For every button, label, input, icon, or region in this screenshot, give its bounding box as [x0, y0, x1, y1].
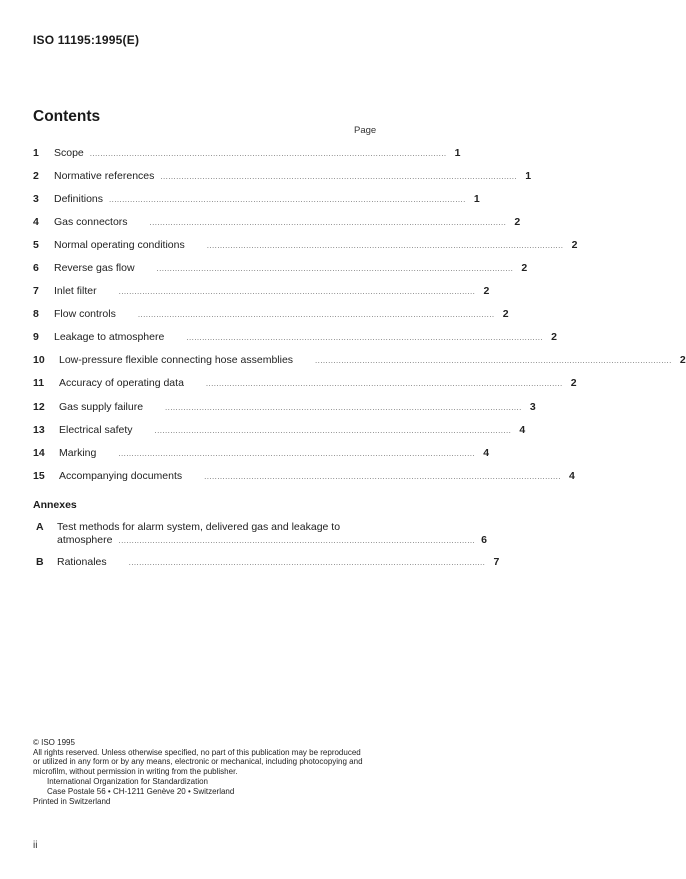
rights-text: All rights reserved. Unless otherwise specified, no part of this publication may be reproduced: [33, 747, 361, 757]
toc-entry[interactable]: [33, 424, 526, 440]
toc-leader: ........................................................................................................................................: [154, 426, 512, 435]
toc-title: Leakage to atmosphere: [54, 331, 165, 343]
toc-page: 2: [570, 377, 577, 389]
annexes-heading: Annexes: [33, 499, 77, 511]
toc-page: 2: [521, 262, 528, 274]
toc-entry[interactable]: [33, 193, 480, 209]
rights-text: or utilized in any form or by any means, electronic or mechanical, including photocopying and: [33, 757, 363, 767]
page-column-header: Page: [354, 125, 377, 136]
toc-page: 2: [483, 285, 490, 297]
org-address: Case Postale 56 • CH-1211 Genève 20 • Switzerland: [47, 786, 235, 796]
toc-entry[interactable]: [33, 239, 578, 255]
toc-entry[interactable]: [33, 354, 686, 370]
annex-entry-b[interactable]: [36, 556, 500, 572]
toc-entry[interactable]: [33, 331, 558, 347]
toc-page: 4: [519, 424, 526, 436]
rights-text: microfilm, without permission in writing from the publisher.: [33, 766, 238, 776]
annex-page: 6: [481, 534, 487, 546]
toc-leader: ........................................................................................................................................: [137, 310, 495, 319]
contents-heading: Contents: [33, 108, 101, 125]
toc-number: 10: [33, 354, 45, 366]
toc-leader: ........................................................................................................................................: [160, 172, 518, 181]
toc-entry[interactable]: [33, 401, 536, 417]
toc-title: Low-pressure flexible connecting hose assemblies: [59, 354, 294, 366]
toc-number: 9: [33, 331, 39, 343]
annex-leader: ........................................................................................................................................: [128, 558, 486, 567]
toc-leader: ........................................................................................................................................: [89, 149, 447, 158]
toc-number: 5: [33, 239, 39, 251]
annex-leader: ........................................................................................................................................: [118, 536, 476, 545]
printed-in: Printed in Switzerland: [33, 796, 111, 806]
annex-letter: B: [36, 556, 44, 568]
toc-entry[interactable]: [33, 285, 490, 301]
toc-title: Normal operating conditions: [54, 239, 185, 251]
toc-number: 12: [33, 401, 45, 413]
toc-number: 11: [33, 377, 45, 389]
toc-title: Accuracy of operating data: [59, 377, 184, 389]
toc-title: Inlet filter: [54, 285, 97, 297]
toc-leader: ........................................................................................................................................: [165, 403, 522, 412]
toc-number: 15: [33, 470, 45, 482]
toc-page: 1: [473, 193, 480, 205]
toc-leader: ........................................................................................................................................: [186, 333, 544, 342]
toc-page: 4: [483, 447, 490, 459]
toc-page: 1: [454, 147, 461, 159]
toc-leader: ........................................................................................................................................: [118, 449, 476, 458]
toc-title: Accompanying documents: [59, 470, 183, 482]
toc-page: 1: [525, 170, 532, 182]
toc-leader: ........................................................................................................................................: [118, 287, 476, 296]
toc-leader: ........................................................................................................................................: [156, 264, 514, 273]
toc-entry[interactable]: [33, 447, 490, 463]
toc-page: 3: [529, 401, 536, 413]
toc-entry[interactable]: [33, 470, 575, 486]
annex-title-line2: atmosphere: [57, 534, 113, 546]
toc-title: Gas connectors: [54, 216, 128, 228]
toc-leader: ........................................................................................................................................: [206, 241, 564, 250]
toc-page: 2: [679, 354, 686, 366]
toc-title: Definitions: [54, 193, 104, 205]
toc-title: Marking: [59, 447, 97, 459]
page-number: ii: [33, 840, 38, 851]
org-name: International Organization for Standardization: [47, 777, 208, 787]
toc-number: 1: [33, 147, 39, 159]
toc-title: Reverse gas flow: [54, 262, 135, 274]
toc-number: 2: [33, 170, 39, 182]
toc-leader: ........................................................................................................................................: [315, 356, 672, 365]
toc-number: 8: [33, 308, 39, 320]
toc-title: Gas supply failure: [59, 401, 144, 413]
toc-leader: ........................................................................................................................................: [205, 379, 563, 388]
toc-entry[interactable]: [33, 147, 461, 163]
toc-title: Scope: [54, 147, 84, 159]
toc-number: 4: [33, 216, 39, 228]
toc-entry[interactable]: [33, 262, 528, 278]
toc-page: 2: [571, 239, 578, 251]
toc-title: Normative references: [54, 170, 155, 182]
toc-entry[interactable]: [33, 377, 577, 393]
annex-page: 7: [493, 556, 500, 568]
toc-number: 6: [33, 262, 39, 274]
toc-entry[interactable]: [33, 308, 509, 324]
toc-leader: ........................................................................................................................................: [109, 195, 466, 204]
toc-number: 13: [33, 424, 45, 436]
toc-page: 2: [502, 308, 509, 320]
toc-page: 4: [569, 470, 575, 482]
annex-title: Rationales: [57, 556, 107, 568]
toc-title: Electrical safety: [59, 424, 133, 436]
toc-entry[interactable]: [33, 216, 521, 232]
toc-number: 7: [33, 285, 39, 297]
toc-title: Flow controls: [54, 308, 116, 320]
document-id: ISO 11195:1995(E): [33, 33, 140, 47]
copyright-notice: © ISO 1995: [33, 738, 75, 747]
toc-leader: ........................................................................................................................................: [204, 472, 561, 481]
annex-letter: A: [36, 521, 44, 533]
toc-page: 2: [551, 331, 558, 343]
annex-title-line1: Test methods for alarm system, delivered gas and leakage to: [57, 521, 341, 533]
toc-page: 2: [514, 216, 521, 228]
toc-number: 3: [33, 193, 39, 205]
toc-entry[interactable]: [33, 170, 532, 186]
toc-leader: ........................................................................................................................................: [149, 218, 507, 227]
copyright-block: [33, 738, 378, 806]
toc-number: 14: [33, 447, 45, 459]
